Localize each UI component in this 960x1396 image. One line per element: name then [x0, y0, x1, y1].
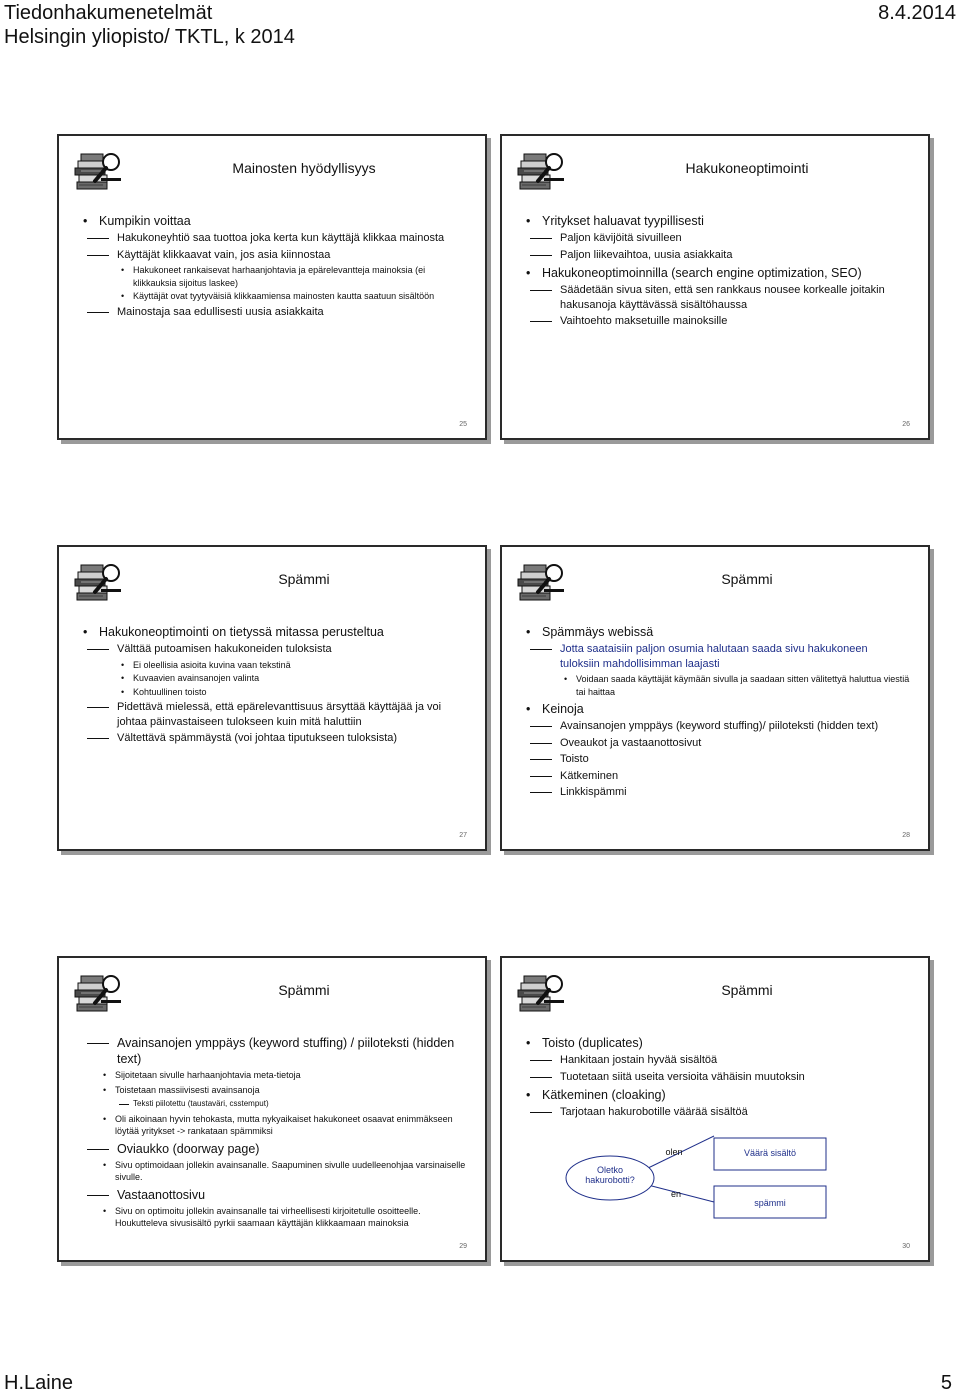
bullet-level-2: Vaihtoehto maksetuille mainoksille — [524, 314, 910, 329]
bullet-level-1: • Keinoja — [524, 701, 910, 717]
books-magnifier-icon — [516, 559, 568, 605]
bullet-level-3: • Hakukoneet rankaisevat harhaanjohtavia ja epärelevantteja mainoksia (ei klikkauksia sijoitus laskee) — [81, 264, 467, 289]
slide-25 — [57, 134, 487, 440]
bullet-level-2: Käyttäjät klikkaavat vain, jos asia kiinnostaa — [81, 248, 467, 263]
slide-number: 25 — [459, 421, 467, 428]
footer-author: H.Laine — [4, 1372, 73, 1394]
bullet-level-3: • Kohtuullinen toisto — [81, 686, 467, 699]
bullet-level-2: Välttää putoamisen hakukoneiden tuloksista — [81, 642, 467, 657]
bullet-level-2: Vältettävä spämmäystä (voi johtaa tiputukseen tuloksista) — [81, 731, 467, 746]
bullet-level-2: Hakukoneyhtiö saa tuottoa joka kerta kun käyttäjä klikkaa mainosta — [81, 231, 467, 246]
bullet-level-1: • Yritykset haluavat tyypillisesti — [524, 213, 910, 229]
slide-title: Hakukoneoptimointi — [685, 160, 809, 176]
bullet-level-2: Hankitaan jostain hyvää sisältöä — [524, 1053, 910, 1068]
bullet-level-2: • Oli aikoinaan hyvin tehokasta, mutta nykyaikaiset hakukoneet osaavat enimmäkseen löytää yritykset -> rankataan spämmiksi — [81, 1113, 467, 1138]
bullet-level-3: • Kuvaavien avainsanojen valinta — [81, 672, 467, 685]
slide-logo — [516, 559, 568, 605]
slide-title: Mainosten hyödyllisyys — [232, 160, 376, 176]
slide-number: 26 — [902, 421, 910, 428]
bullet-level-2: Mainostaja saa edullisesti uusia asiakkaita — [81, 305, 467, 320]
bullet-level-2: Pidettävä mielessä, että epärelevanttisuus ärsyttää käyttäjää ja voi johtaa päinvastaiseen tulokseen kuin mitä haluttiin — [81, 700, 467, 729]
bullet-level-1: Vastaanottosivu — [81, 1187, 467, 1203]
slide-title: Spämmi — [721, 571, 773, 587]
bullet-level-2: Paljon kävijöitä sivuilleen — [524, 231, 910, 246]
bullet-level-3: • Ei oleellisia asioita kuvina vaan tekstinä — [81, 659, 467, 672]
bullet-level-1: Oviaukko (doorway page) — [81, 1141, 467, 1157]
slide-body — [81, 210, 467, 321]
bullet-level-3: Teksti piilotettu (taustaväri, csstemput) — [81, 1098, 467, 1111]
slide-logo — [516, 148, 568, 194]
bullet-level-1: • Kätkeminen (cloaking) — [524, 1087, 910, 1103]
slide-logo — [73, 559, 125, 605]
bullet-level-1: • Hakukoneoptimoinnilla (search engine optimization, SEO) — [524, 265, 910, 281]
edge-no-label: en — [670, 1189, 681, 1199]
bullet-level-1: • Spämmäys webissä — [524, 624, 910, 640]
bullet-level-2: Kätkeminen — [524, 769, 910, 784]
bullet-level-1: Avainsanojen ymppäys (keyword stuffing) / piiloteksti (hidden text) — [81, 1035, 467, 1067]
slide-26 — [500, 134, 930, 440]
slide-27 — [57, 545, 487, 851]
slide-body — [524, 621, 910, 802]
bullet-level-1: • Kumpikin voittaa — [81, 213, 467, 229]
books-magnifier-icon — [73, 148, 125, 194]
bullet-level-2: Oveaukot ja vastaanottosivut — [524, 736, 910, 751]
footer-page-number: 5 — [940, 1372, 952, 1394]
slide-29 — [57, 956, 487, 1262]
bullet-level-2: • Sijoitetaan sivulle harhaanjohtavia meta-tietoja — [81, 1069, 467, 1082]
bullet-level-2: Paljon liikevaihtoa, uusia asiakkaita — [524, 248, 910, 263]
bullet-level-2: Säädetään sivua siten, että sen rankkaus nousee korkealle joitakin hakusanoja käyttävässä sisältöhaussa — [524, 283, 910, 312]
box-spam-label: spämmi — [754, 1198, 786, 1208]
bullet-level-2: Toisto — [524, 752, 910, 767]
slide-title: Spämmi — [721, 982, 773, 998]
books-magnifier-icon — [516, 148, 568, 194]
slide-number: 27 — [459, 832, 467, 839]
page-subtitle: Helsingin yliopisto/ TKTL, k 2014 — [4, 26, 295, 48]
slide-number: 30 — [902, 1243, 910, 1250]
books-magnifier-icon — [73, 559, 125, 605]
bullet-level-1: • Hakukoneoptimointi on tietyssä mitassa perusteltua — [81, 624, 467, 640]
cloaking-diagram — [502, 958, 930, 1262]
bullet-level-3: • Käyttäjät ovat tyytyväisiä klikkaamiensa mainosten kautta saatuun sisältöön — [81, 290, 467, 303]
slide-title: Spämmi — [278, 571, 330, 587]
slide-title: Spämmi — [278, 982, 330, 998]
bullet-level-2: • Sivu on optimoitu jollekin avainsanalle tai virheellisesti kirjoitetulle osoitteelle. Houkutteleva sivusisältö pyrkii saamaan käyttäjän klikkaamaan mainoksia — [81, 1205, 467, 1230]
edge-yes-label: olen — [665, 1147, 683, 1157]
bullet-level-2: • Sivu optimoidaan jollekin avainsanalle. Saapuminen sivulle uudelleenohjaa varsinaiselle sivulle. — [81, 1159, 467, 1184]
slide-number: 29 — [459, 1243, 467, 1250]
bullet-level-2: Avainsanojen ymppäys (keyword stuffing)/ piiloteksti (hidden text) — [524, 719, 910, 734]
slide-logo — [73, 970, 125, 1016]
slide-number: 28 — [902, 832, 910, 839]
bullet-level-2: Tuotetaan siitä useita versioita vähäisin muutoksin — [524, 1070, 910, 1085]
page-title: Tiedonhakumenetelmät — [4, 2, 213, 24]
bullet-level-2: Jotta saataisiin paljon osumia halutaan saada sivu hakukoneen tuloksiin mahdollisimman laajasti — [524, 642, 910, 671]
box-wrong-content-label: Väärä sisältö — [743, 1148, 797, 1158]
slide-30 — [500, 956, 930, 1262]
bullet-level-1: • Toisto (duplicates) — [524, 1035, 910, 1051]
bullet-level-2: Linkkispämmi — [524, 785, 910, 800]
slide-logo — [73, 148, 125, 194]
bullet-level-2: • Toistetaan massiivisesti avainsanoja — [81, 1084, 467, 1097]
decision-node-label: Oletko hakurobotti? — [585, 1165, 635, 1185]
slide-body — [524, 210, 910, 331]
bullet-level-3: • Voidaan saada käyttäjät käymään sivulla ja saadaan sitten välitettyä haluttua viestiä tai haittaa — [524, 673, 910, 698]
books-magnifier-icon — [73, 970, 125, 1016]
page-date: 8.4.2014 — [878, 2, 956, 24]
slide-body — [81, 1032, 467, 1232]
slide-28 — [500, 545, 930, 851]
slide-body — [81, 621, 467, 748]
bullet-level-2: Tarjotaan hakurobotille väärää sisältöä — [524, 1105, 910, 1120]
